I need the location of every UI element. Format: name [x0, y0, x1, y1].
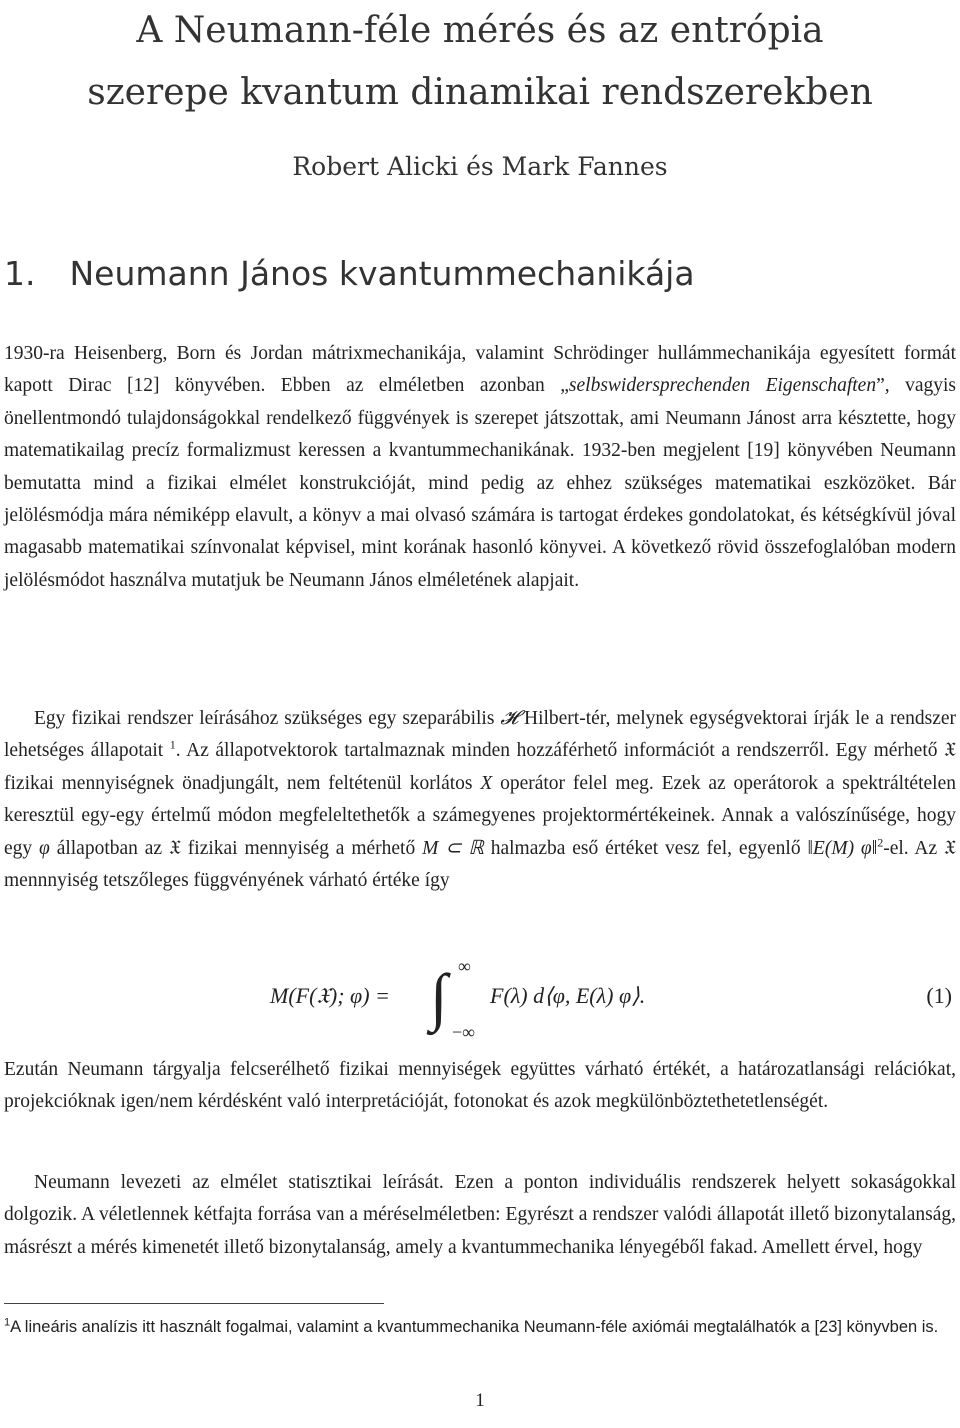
title-line-2: szerepe kvantum dinamikai rendszerekben [87, 72, 873, 113]
p2-text-f: állapotban az [49, 837, 169, 859]
footnote-marker: 1 [169, 737, 176, 752]
observable-symbol: 𝔛 [944, 837, 957, 859]
p2-text-e: operátor felel meg. Ezek az operátorok a spektráltételen keresztül egy-egy értelmű módon megfeleltethetők a számegyenes projektormértékeinek. Annak a valószínűsége, hogy egy [4, 772, 956, 859]
p1-text-a: 1930-ra Heisenberg, Born és Jordan mátrixmechanikája, valamint Schrödinger hullámmechanikája egyesített formát kapott Dirac [12] könyvében. Ebben az elméletben azonban „ [4, 343, 956, 397]
p2-text-g: fizikai mennyiség a mérhető [180, 837, 423, 859]
state-symbol: φ [39, 837, 50, 859]
norm-expression: ‖E(M) φ‖ [807, 837, 878, 859]
equation-1 [0, 956, 960, 1042]
section-title: Neumann János kvantummechanikája [69, 254, 695, 293]
operator-symbol: X [480, 772, 493, 794]
observable-symbol: 𝔛 [168, 837, 181, 859]
p2-text-h: halmazba eső értéket vesz fel, egyenlő [483, 837, 808, 859]
p4-text: Neumann levezeti az elmélet statisztikai leírását. Ezen a ponton individuális rendszerek helyett sokaságokkal dolgozik. A véletlennek kétfajta forrása van a méréselméletben: Egyrészt a rendszer valódi állapotát illető bizonytalanság, másrészt a mérés kimenetét illető bizonytalanság, amely a kvantummechanika lényegéből fakad. Amellett érvel, hogy [4, 1172, 956, 1258]
footnote-mark: 1 [4, 1316, 11, 1329]
p2-text-i: -el. Az [883, 837, 945, 859]
section-number: 1. [4, 254, 36, 293]
p2-text-b: Hilbert-tér, melynek egységvektorai írják le a rendszer lehetséges állapotait [4, 708, 956, 762]
paragraph-1 [4, 338, 956, 597]
title-line-1: A Neumann-féle mérés és az entrópia [136, 10, 824, 51]
section-heading [4, 254, 695, 293]
integral-upper-limit: ∞ [458, 956, 471, 976]
paragraph-2 [4, 703, 956, 897]
set-symbol: M ⊂ ℝ [422, 837, 484, 859]
integral-sign: ∫ [430, 961, 448, 1032]
paragraph-4 [4, 1167, 956, 1264]
paper-title [0, 0, 960, 124]
p1-italic-phrase: selbswidersprechenden Eigenschaften [568, 375, 877, 397]
integral-lower-limit: −∞ [452, 1022, 475, 1042]
footnote [4, 1314, 956, 1340]
p1-text-b: ”, vagyis önellentmondó tulajdonságokkal rendelkező függvények is szerepet játszottak, ami Neumann Jánost arra késztette, hogy matematikailag precíz formalizmust keressen a kvantummechanikának. 1932-ben megjelent [19] könyvében Neumann bemutatta mind a fizikai elmélet konstrukcióját, mind pedig az ehhez szükséges matematikai eszközöket. Bár jelölésmódja mára némiképp elavult, a könyv a mai olvasó számára is tartogat érdekes gondolatokat, és kétségkívül jóval magasabb matematikai színvonalat képvisel, mint korának hasonló könyvei. A következő rövid összefoglalóban modern jelölésmódot használva mutatjuk be Neumann János elméletének alapjait. [4, 375, 956, 591]
paragraph-3: Ezután Neumann tárgyalja felcserélhető fizikai mennyiségek együttes várható értékét, a határozatlansági relációkat, projekcióknak igen/nem kérdésként való interpretációját, fotonokat és azok megkülönböztethetetlenségét. [4, 1059, 956, 1113]
page-number: 1 [475, 1390, 485, 1411]
p2-text-a: Egy fizikai rendszer leírásához szükséges egy szeparábilis [34, 708, 501, 729]
authors: Robert Alicki és Mark Fannes [292, 152, 668, 181]
observable-symbol: 𝔛 [944, 740, 957, 762]
p2-text-j: mennnyiség tetszőleges függvényének várható értéke így [4, 870, 450, 892]
equation-number: (1) [926, 983, 952, 1008]
hilbert-space-symbol: 𝓗 [500, 708, 518, 729]
equation-integrand: F(λ) d⟨φ, E(λ) φ⟩. [490, 983, 646, 1008]
square-exponent: 2 [877, 835, 884, 850]
footnote-text: A lineáris analízis itt használt fogalmai, valamint a kvantummechanika Neumann-féle axiómái megtalálhatók a [23] könyvben is. [10, 1318, 939, 1336]
p2-text-c: . Az állapotvektorok tartalmaznak minden hozzáférhető információt a rendszerről. Egy mérhető [175, 740, 945, 762]
p2-text-d: fizikai mennyiségnek önadjungált, nem feltétenül korlátos [4, 772, 481, 794]
footnote-divider [4, 1303, 384, 1304]
equation-lhs: M(F(𝔛); φ) = [270, 983, 390, 1008]
